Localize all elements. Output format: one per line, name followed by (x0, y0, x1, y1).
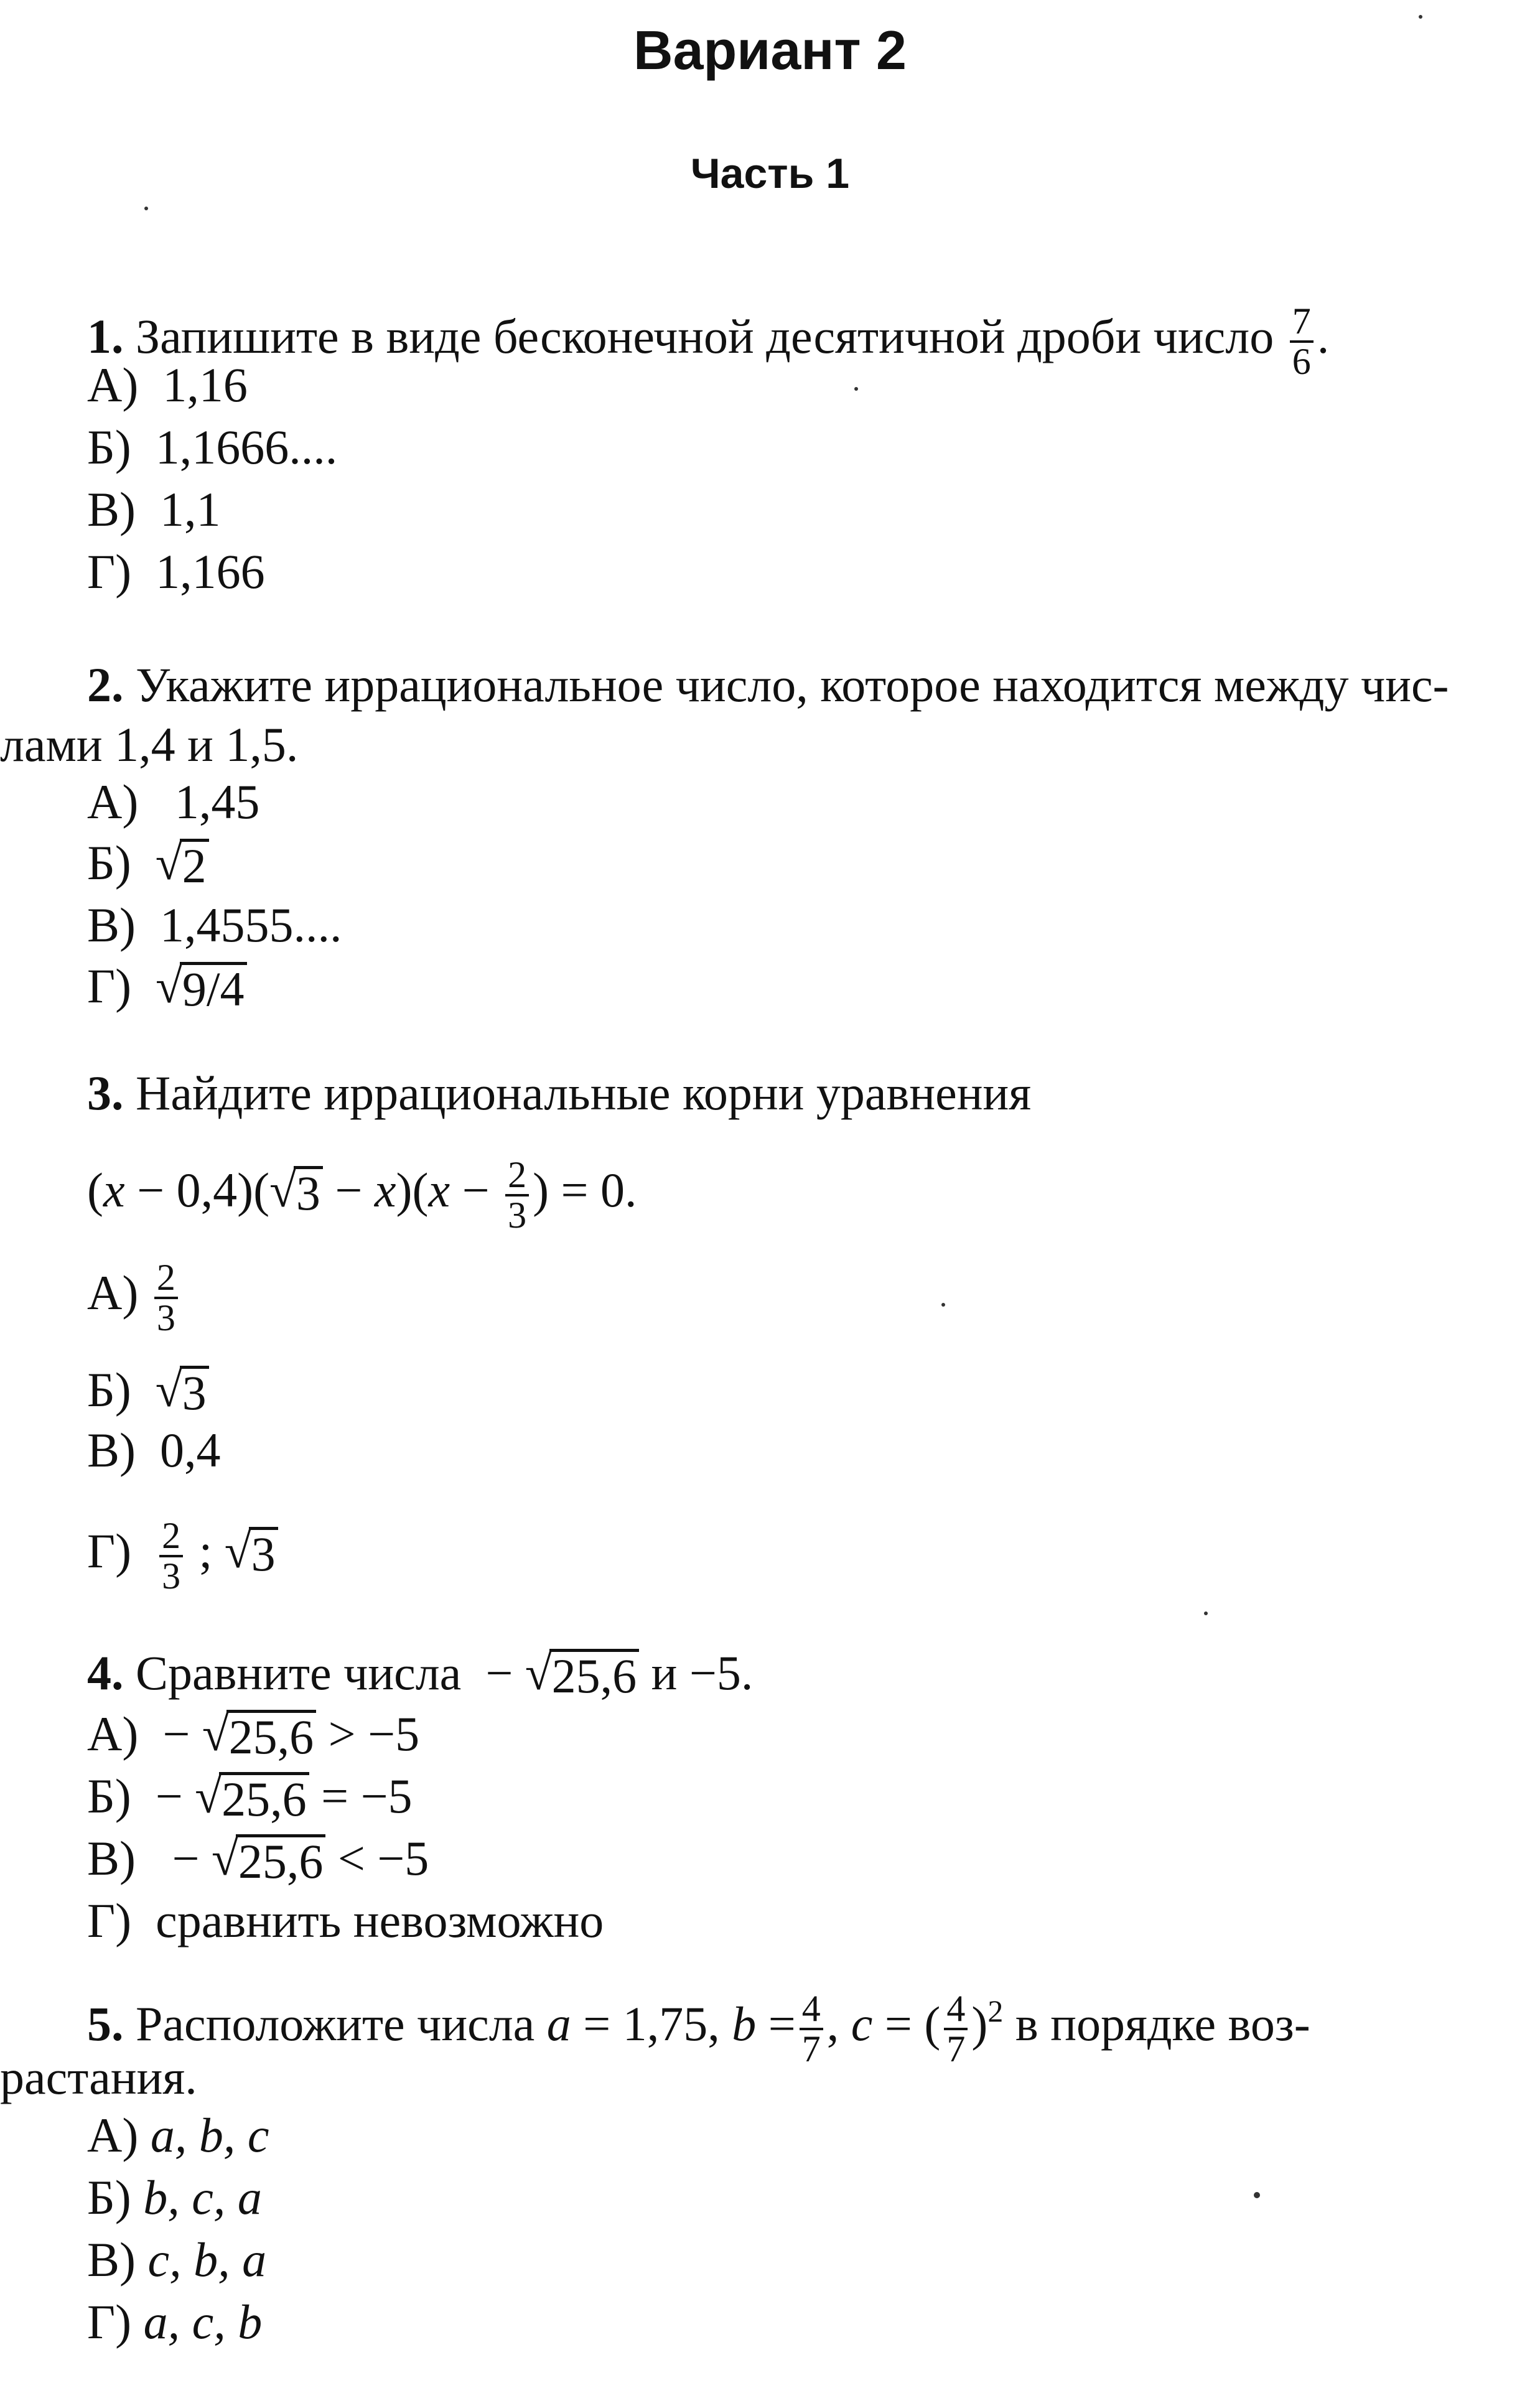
q1-option-a: А) 1,16 (87, 358, 248, 412)
q1-option-d: Г) 1,166 (87, 544, 265, 599)
question-number: 2. (87, 658, 124, 712)
question-1: 1. Запишите в виде бесконечной десятичной дроби число $\frac{7}{6}$ . (87, 301, 1330, 382)
q5-option-c: В) c, b, a (87, 2232, 267, 2287)
question-4: 4. Сравните числа − √ 25,6 и −5. (87, 1646, 754, 1703)
question-text: Укажите иррациональное число, которое находится между чис- (136, 658, 1449, 712)
variant-title: Вариант 2 (633, 19, 907, 81)
q5-option-d: Г) a, c, b (87, 2295, 263, 2349)
question-text: Найдите иррациональные корни уравнения (136, 1066, 1032, 1120)
q2-option-a: А) 1,45 (87, 775, 260, 829)
q3-option-d: Г) $\frac{2}{3}$ ; √ 3 (87, 1518, 278, 1594)
fraction: $\frac{7}{6}$ (1290, 304, 1314, 380)
question-text: Запишите в виде бесконечной десятичной дроби число (136, 309, 1274, 363)
question-number: 4. (87, 1646, 124, 1700)
q3-option-c: В) 0,4 (87, 1423, 221, 1477)
q4-option-d: Г) сравнить невозможно (87, 1893, 604, 1947)
q2-option-b: Б) √ 2 (87, 839, 209, 890)
square-root: √ 2 (156, 839, 209, 890)
part-title: Часть 1 (690, 150, 850, 197)
q1-option-c: В) 1,1 (87, 482, 221, 536)
scan-speck (941, 1303, 945, 1307)
q2-option-c: В) 1,4555.... (87, 898, 342, 952)
q3-option-a: А) $\frac{2}{3}$ (87, 1260, 182, 1336)
q5-option-b: Б) b, c, a (87, 2170, 262, 2224)
scan-speck (1204, 1611, 1208, 1615)
question-number: 5. (87, 1996, 124, 2051)
question-2 (87, 658, 1449, 712)
square-root: √ 9/4 (156, 962, 246, 1014)
question-number: 1. (87, 309, 124, 363)
q4-option-a: А) − √ 25,6 > −5 (87, 1707, 420, 1764)
scan-speck (1254, 2192, 1260, 2198)
question-2-line2: лами 1,4 и 1,5. (0, 717, 299, 772)
scan-speck (854, 387, 858, 391)
q4-option-b: Б) − √ 25,6 = −5 (87, 1769, 413, 1826)
q2-option-d: Г) √ 9/4 (87, 962, 247, 1014)
scan-speck (1419, 15, 1422, 19)
scan-speck (144, 207, 148, 210)
q4-option-c: В) − √ 25,6 < −5 (87, 1831, 429, 1888)
q5-option-a: А) a, b, c (87, 2108, 269, 2162)
q3-option-b: Б) √ 3 (87, 1366, 209, 1417)
question-3 (87, 1066, 1032, 1120)
q1-option-b: Б) 1,1666.... (87, 420, 338, 474)
question-text: Сравните числа (136, 1646, 462, 1700)
question-number: 3. (87, 1066, 124, 1120)
question-5-line2: растания. (0, 2050, 197, 2104)
equation: (x − 0,4)( √ 3 − x)(x − $\frac{2}{3}$ ) = 0. (87, 1154, 637, 1236)
question-5: 5. Расположите числа a = 1,75, b = $\frac{4}{7}$ , c = ( $\frac{4}{7}$ )$^2$ в порядке воз- (87, 1988, 1310, 2069)
